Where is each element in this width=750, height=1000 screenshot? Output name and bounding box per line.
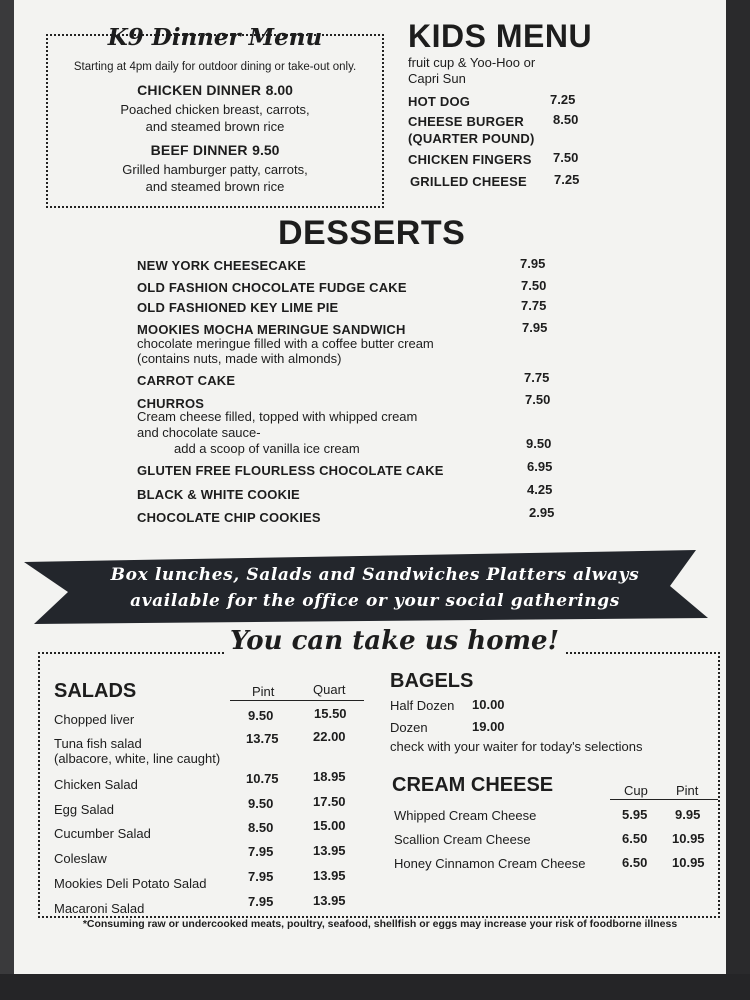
dessert-item-name: CHOCOLATE CHIP COOKIES <box>137 510 321 525</box>
salad-item-quart: 13.95 <box>313 868 346 883</box>
kids-item-name: CHEESE BURGER <box>408 114 525 129</box>
dessert-item-desc: chocolate meringue filled with a coffee butter cream <box>137 336 434 351</box>
salad-item-name: Mookies Deli Potato Salad <box>54 876 207 891</box>
k9-item-name: CHICKEN DINNER <box>137 82 262 98</box>
k9-item-desc: Poached chicken breast, carrots, <box>120 102 310 117</box>
salad-item-name: Egg Salad <box>54 802 114 817</box>
salad-item-name: Chicken Salad <box>54 777 138 792</box>
kids-item-price: 7.25 <box>554 172 580 187</box>
takehome-title: You can take us home! <box>224 626 565 656</box>
dessert-item-price: 4.25 <box>527 482 553 497</box>
dessert-item-price: 2.95 <box>529 505 555 520</box>
bagel-item-price: 10.00 <box>472 697 505 712</box>
cream-cheese-item-name: Whipped Cream Cheese <box>394 808 537 823</box>
dessert-addon: add a scoop of vanilla ice cream <box>174 441 360 456</box>
dessert-item-name: CARROT CAKE <box>137 373 236 388</box>
salad-item-pint: 8.50 <box>248 820 274 835</box>
cream-cheese-header-rule <box>610 799 718 800</box>
salad-item-name: Macaroni Salad <box>54 901 145 916</box>
cream-cheese-item-pint: 10.95 <box>672 855 705 870</box>
bagels-title: BAGELS <box>390 670 474 692</box>
k9-item-desc: Grilled hamburger patty, carrots, <box>122 162 308 177</box>
dessert-item-price: 7.50 <box>525 392 551 407</box>
salad-item-quart: 15.00 <box>313 818 346 833</box>
cream-cheese-item-cup: 5.95 <box>622 807 648 822</box>
dessert-item-name: NEW YORK CHEESECAKE <box>137 258 306 273</box>
salad-item-pint: 10.75 <box>246 771 279 786</box>
salad-item-quart: 18.95 <box>313 769 346 784</box>
dessert-item-desc: (contains nuts, made with almonds) <box>137 351 342 366</box>
kids-item-name: HOT DOG <box>408 94 471 109</box>
dessert-item-name: CHURROS <box>137 396 205 411</box>
k9-item-desc: and steamed brown rice <box>145 119 285 134</box>
cream-cheese-item-cup: 6.50 <box>622 855 648 870</box>
foodborne-disclaimer: *Consuming raw or undercooked meats, poultry, seafood, shellfish or eggs may increase your risk of foodborne illness <box>82 918 678 930</box>
salad-item-pint: 13.75 <box>246 731 279 746</box>
dessert-item-name: GLUTEN FREE FLOURLESS CHOCOLATE CAKE <box>137 463 444 478</box>
kids-menu-title: KIDS MENU <box>408 18 593 54</box>
salad-item-name: Tuna fish salad <box>54 736 142 751</box>
cream-cheese-col-cup: Cup <box>624 783 648 798</box>
kids-item-name-sub: (QUARTER POUND) <box>408 131 535 146</box>
cream-cheese-item-cup: 6.50 <box>622 831 648 846</box>
dessert-item-price: 6.95 <box>527 459 553 474</box>
k9-item-beef <box>46 142 384 194</box>
salad-item-pint: 9.50 <box>248 708 274 723</box>
salad-item-name: Coleslaw <box>54 851 107 866</box>
salad-item-pint: 7.95 <box>248 869 274 884</box>
salad-item-quart: 15.50 <box>314 706 347 721</box>
cream-cheese-item-name: Honey Cinnamon Cream Cheese <box>394 856 586 871</box>
salad-item-pint: 7.95 <box>248 894 274 909</box>
dessert-item-name: OLD FASHION CHOCOLATE FUDGE CAKE <box>137 280 407 295</box>
kids-item-price: 7.25 <box>550 92 576 107</box>
k9-menu-subtitle: Starting at 4pm daily for outdoor dining or take-out only. <box>73 61 357 73</box>
kids-item-name: CHICKEN FINGERS <box>408 152 532 167</box>
k9-item-price: 9.50 <box>252 142 280 158</box>
kids-item-price: 7.50 <box>553 150 579 165</box>
kids-item-name: GRILLED CHEESE <box>410 174 527 189</box>
salads-header-rule <box>230 700 364 701</box>
k9-menu-title: K9 Dinner Menu <box>107 24 323 51</box>
dessert-item-price: 7.50 <box>521 278 547 293</box>
dessert-item-name: BLACK & WHITE COOKIE <box>137 487 300 502</box>
salad-item-pint: 7.95 <box>248 844 274 859</box>
catering-banner-text <box>90 562 660 614</box>
bagels-note: check with your waiter for today's selections <box>390 739 643 754</box>
dessert-item-name: MOOKIES MOCHA MERINGUE SANDWICH <box>137 322 406 337</box>
k9-item-name: BEEF DINNER <box>150 142 248 158</box>
salad-item-pint: 9.50 <box>248 796 274 811</box>
banner-line: Box lunches, Salads and Sandwiches Platters always <box>110 565 640 585</box>
banner-line: available for the office or your social gatherings <box>130 591 620 611</box>
dessert-item-price: 7.95 <box>520 256 546 271</box>
salad-item-quart: 13.95 <box>313 893 346 908</box>
cream-cheese-item-pint: 10.95 <box>672 831 705 846</box>
desserts-title: DESSERTS <box>278 214 466 252</box>
salad-item-quart: 22.00 <box>313 729 346 744</box>
dessert-item-name: OLD FASHIONED KEY LIME PIE <box>137 300 339 315</box>
dessert-item-price: 7.95 <box>522 320 548 335</box>
bagel-item-name: Half Dozen <box>390 698 455 713</box>
kids-menu-note: fruit cup & Yoo-Hoo or <box>408 55 536 70</box>
salads-col-pint: Pint <box>252 684 275 699</box>
k9-item-price: 8.00 <box>265 82 293 98</box>
dessert-item-price: 7.75 <box>521 298 547 313</box>
cream-cheese-title: CREAM CHEESE <box>392 774 554 796</box>
dessert-item-desc: Cream cheese filled, topped with whipped cream <box>137 409 418 424</box>
kids-item-price: 8.50 <box>553 112 579 127</box>
cream-cheese-item-pint: 9.95 <box>675 807 701 822</box>
menu-binder-edge <box>726 0 750 1000</box>
salad-item-name: Cucumber Salad <box>54 826 151 841</box>
salad-item-quart: 17.50 <box>313 794 346 809</box>
salad-item-name-sub: (albacore, white, line caught) <box>54 751 221 766</box>
salads-title: SALADS <box>54 680 137 702</box>
k9-item-desc: and steamed brown rice <box>145 179 285 194</box>
salads-col-quart: Quart <box>313 682 346 697</box>
cream-cheese-col-pint: Pint <box>676 783 699 798</box>
bagel-item-name: Dozen <box>390 720 428 735</box>
dessert-item-price: 7.75 <box>524 370 550 385</box>
table-surface <box>0 974 750 1000</box>
salad-item-name: Chopped liver <box>54 712 135 727</box>
k9-item-chicken <box>46 82 384 134</box>
salad-item-quart: 13.95 <box>313 843 346 858</box>
cream-cheese-item-name: Scallion Cream Cheese <box>394 832 531 847</box>
kids-menu-note: Capri Sun <box>408 71 466 86</box>
dessert-item-desc: and chocolate sauce- <box>137 425 261 440</box>
bagel-item-price: 19.00 <box>472 719 505 734</box>
dessert-addon-price: 9.50 <box>526 436 552 451</box>
